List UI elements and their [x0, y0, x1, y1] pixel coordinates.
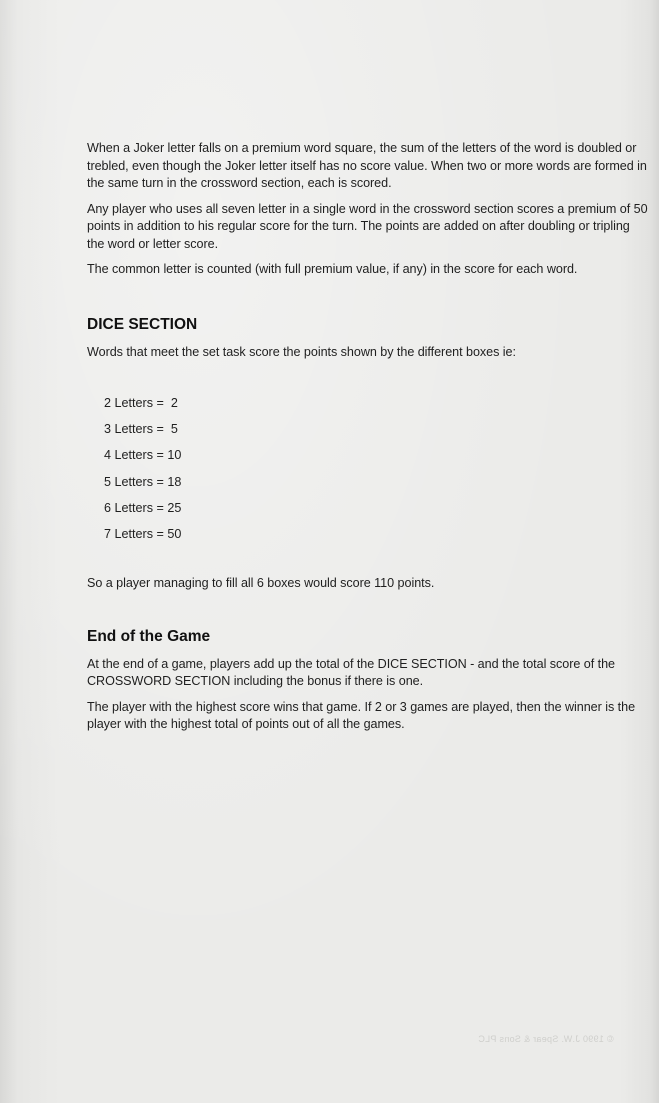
- dice-section-summary: So a player managing to fill all 6 boxes would score 110 points.: [87, 576, 435, 591]
- winner-paragraph: The player with the highest score wins that game. If 2 or 3 games are played, then the winner is the player with the highest total of points out of all the games.: [87, 699, 636, 732]
- bonus-paragraph: Any player who uses all seven letter in a single word in the crossword section scores a premium of 50 points in addition to his regular score for the turn. The points are added on after doubling or tripling the word or letter score.: [87, 201, 648, 251]
- letter-score-item: 7 Letters = 50: [104, 526, 182, 541]
- letter-score-item: 6 Letters = 25: [104, 500, 182, 515]
- show-through-copyright: © 1990 J.W. Spear & Sons PLC: [478, 1034, 614, 1044]
- dice-section-heading: DICE SECTION: [87, 315, 198, 333]
- common-letter-paragraph: The common letter is counted (with full premium value, if any) in the score for each word.: [87, 262, 578, 276]
- letter-score-item: 3 Letters = 5: [104, 422, 178, 437]
- letter-score-item: 2 Letters = 2: [104, 396, 178, 410]
- end-of-game-paragraph: At the end of a game, players add up the total of the DICE SECTION - and the total score of the CROSSWORD SECTION including the bonus if there is one.: [87, 656, 615, 689]
- letter-score-item: 5 Letters = 18: [104, 474, 182, 489]
- end-of-game-heading: End of the Game: [87, 627, 211, 645]
- rules-content: [87, 140, 649, 734]
- joker-paragraph: When a Joker letter falls on a premium word square, the sum of the letters of the word is doubled or trebled, even though the Joker letter itself has no score value. When two or more words are formed in the same turn in the crossword section, each is scored.: [87, 141, 647, 190]
- dice-section-intro: Words that meet the set task score the points shown by the different boxes ie:: [87, 344, 516, 359]
- letter-score-list: [104, 394, 649, 551]
- letter-score-item: 4 Letters = 10: [104, 448, 182, 463]
